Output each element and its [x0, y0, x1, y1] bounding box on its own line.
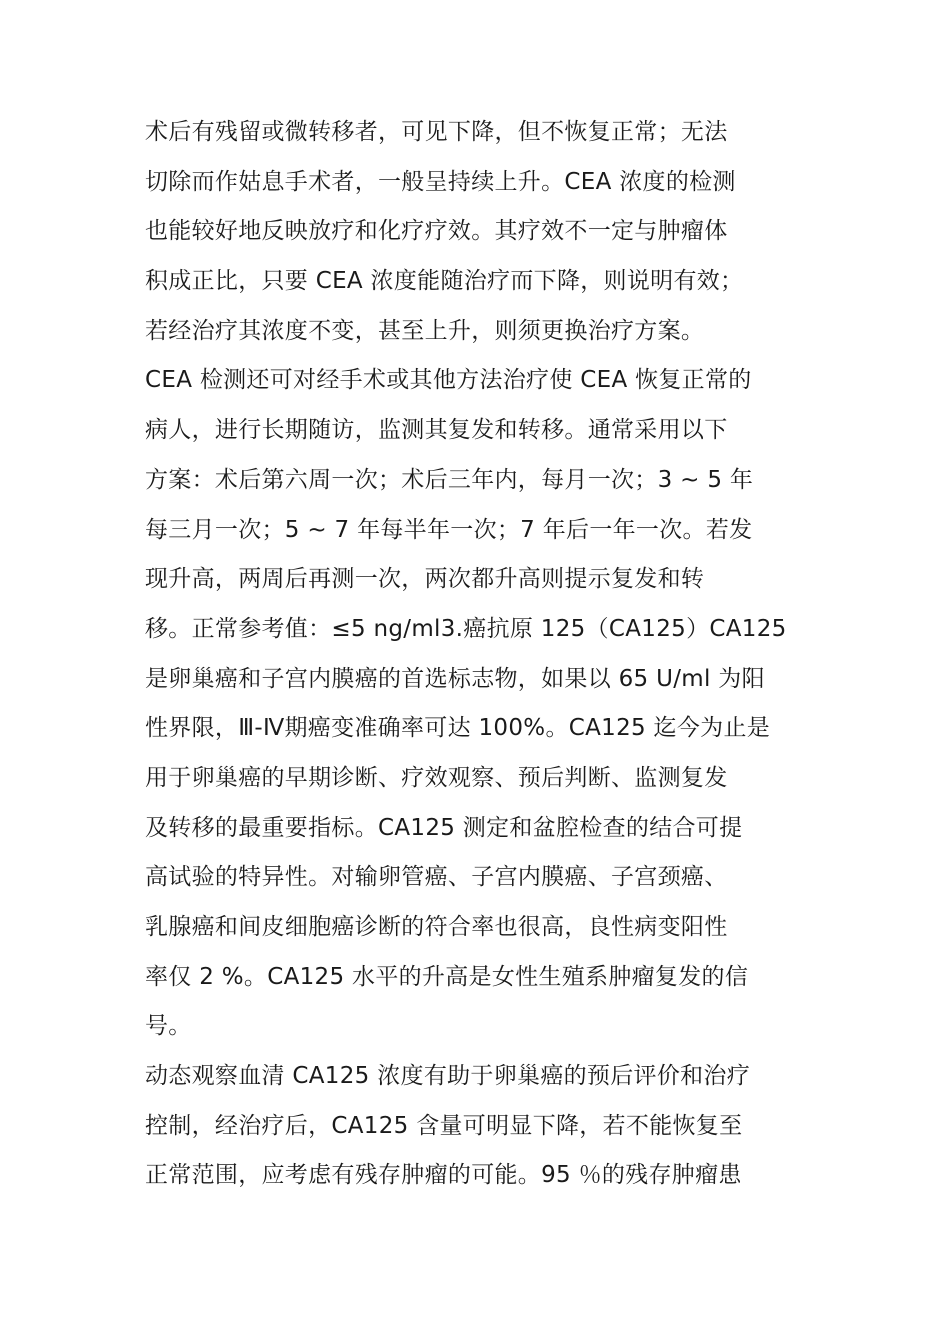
text-line: 正常范围，应考虑有残存肿瘤的可能。95 ％的残存肿瘤患 [145, 1162, 742, 1189]
text-line: 控制，经治疗后，CA125 含量可明显下降，若不能恢复至 [145, 1112, 743, 1139]
text-line: 术后有残留或微转移者，可见下降，但不恢复正常；无法 [145, 119, 728, 145]
text-line: 号。 [145, 1013, 192, 1040]
text-line: 切除而作姑息手术者，一般呈持续上升。CEA 浓度的检测 [145, 168, 736, 195]
text-line: 性界限，Ⅲ-Ⅳ期癌变准确率可达 100%。CA125 迄今为止是 [145, 715, 771, 742]
text-line: 移。正常参考值：≤5 ng/ml3.癌抗原 125（CA125）CA125 [145, 615, 787, 642]
text-line: 动态观察血清 CA125 浓度有助于卵巢癌的预后评价和治疗 [145, 1063, 751, 1090]
text-line: 每三月一次；5 ~ 7 年每半年一次；7 年后一年一次。若发 [145, 516, 753, 543]
text-line: 是卵巢癌和子宫内膜癌的首选标志物，如果以 65 U/ml 为阳 [145, 665, 765, 692]
text-line: 及转移的最重要指标。CA125 测定和盆腔检查的结合可提 [145, 814, 743, 841]
text-line: 也能较好地反映放疗和化疗疗效。其疗效不一定与肿瘤体 [145, 218, 728, 245]
text-line: 高试验的特异性。对输卵管癌、子宫内膜癌、子宫颈癌、 [145, 864, 728, 891]
text-line: 用于卵巢癌的早期诊断、疗效观察、预后判断、监测复发 [145, 764, 728, 791]
body-text [145, 108, 825, 1201]
text-line: 方案：术后第六周一次；术后三年内，每月一次；3 ~ 5 年 [145, 466, 754, 493]
text-line: CEA 检测还可对经手术或其他方法治疗使 CEA 恢复正常的 [145, 367, 752, 394]
text-line: 率仅 2 %。CA125 水平的升高是女性生殖系肿瘤复发的信 [145, 963, 749, 990]
text-line: 病人，进行长期随访，监测其复发和转移。通常采用以下 [145, 417, 728, 444]
text-line: 若经治疗其浓度不变，甚至上升，则须更换治疗方案。 [145, 317, 705, 344]
text-line: 乳腺癌和间皮细胞癌诊断的符合率也很高，良性病变阳性 [145, 914, 728, 940]
text-line: 积成正比，只要 CEA 浓度能随治疗而下降，则说明有效； [145, 268, 744, 295]
text-line: 现升高，两周后再测一次，两次都升高则提示复发和转 [145, 566, 705, 593]
